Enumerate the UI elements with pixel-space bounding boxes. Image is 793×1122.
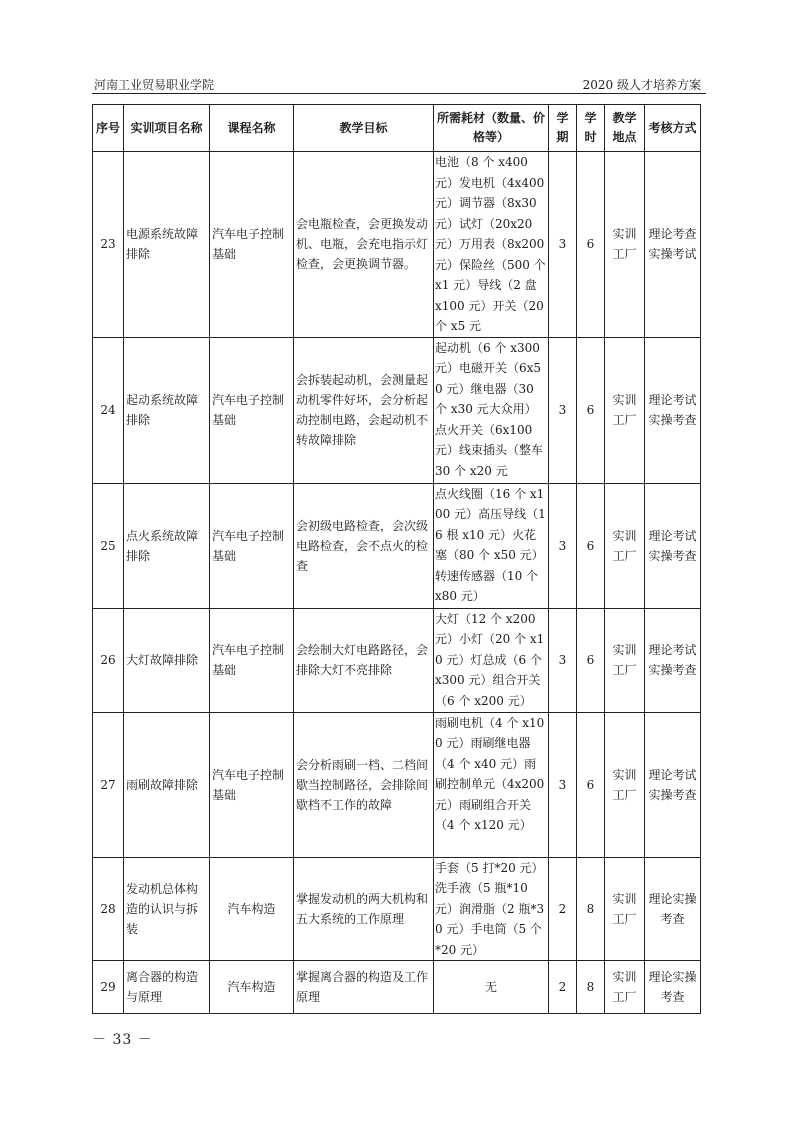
col-header-materials: 所需耗材（数量、价格等） (434, 105, 549, 152)
cell-materials: 无 (434, 961, 549, 1014)
cell-materials: 起动机（6 个 x300 元）电磁开关（6x50 元）继电器（30 个 x30 元大众用）点火开关（6x100 元）线束插头（整车 30 个 x20 元 (434, 337, 549, 483)
cell-goal: 掌握发动机的两大机构和五大系统的工作原理 (294, 857, 434, 961)
header-school-name: 河南工业贸易职业学院 (94, 78, 215, 92)
cell-hours: 8 (577, 857, 605, 961)
cell-project: 起动系统故障排除 (124, 337, 210, 483)
cell-exam: 理论考试实操考查 (645, 712, 701, 857)
cell-place: 实训工厂 (605, 961, 645, 1014)
cell-project: 点火系统故障排除 (124, 483, 210, 608)
cell-materials: 点火线圈（16 个 x100 元）高压导线（16 根 x10 元）火花塞（80 个 x50 元）转速传感器（10 个 x80 元） (434, 483, 549, 608)
col-header-term: 学期 (549, 105, 577, 152)
cell-hours: 6 (577, 337, 605, 483)
cell-materials: 大灯（12 个 x200 元）小灯（20 个 x10 元）灯总成（6 个 x300 元）组合开关（6 个 x200 元） (434, 608, 549, 712)
cell-exam: 理论考试实操考查 (645, 483, 701, 608)
cell-no: 24 (93, 337, 124, 483)
table-row (93, 961, 701, 1014)
cell-hours: 8 (577, 961, 605, 1014)
table-row (93, 483, 701, 608)
cell-no: 23 (93, 152, 124, 338)
col-header-place: 教学地点 (605, 105, 645, 152)
cell-place: 实训工厂 (605, 337, 645, 483)
cell-term: 3 (549, 712, 577, 857)
cell-no: 28 (93, 857, 124, 961)
cell-project: 电源系统故障排除 (124, 152, 210, 338)
cell-hours: 6 (577, 483, 605, 608)
table-row (93, 712, 701, 857)
cell-place: 实训工厂 (605, 483, 645, 608)
table-row (93, 152, 701, 338)
table-row (93, 337, 701, 483)
cell-exam: 理论实操考查 (645, 857, 701, 961)
header-plan-title: 2020 级人才培养方案 (582, 78, 701, 92)
header-rule (92, 93, 706, 94)
col-header-no: 序号 (93, 105, 124, 152)
cell-project: 离合器的构造与原理 (124, 961, 210, 1014)
cell-no: 27 (93, 712, 124, 857)
col-header-goal: 教学目标 (294, 105, 434, 152)
cell-term: 3 (549, 152, 577, 338)
cell-no: 25 (93, 483, 124, 608)
table-header-row (93, 105, 701, 152)
cell-exam: 理论考查实操考试 (645, 152, 701, 338)
cell-exam: 理论实操考查 (645, 961, 701, 1014)
cell-materials: 雨刷电机（4 个 x100 元）雨刷继电器（4 个 x40 元）雨刷控制单元（4x200 元）雨刷组合开关（4 个 x120 元） (434, 712, 549, 857)
cell-course: 汽车电子控制基础 (210, 152, 294, 338)
cell-no: 26 (93, 608, 124, 712)
cell-project: 雨刷故障排除 (124, 712, 210, 857)
cell-course: 汽车构造 (210, 857, 294, 961)
cell-course: 汽车构造 (210, 961, 294, 1014)
cell-place: 实训工厂 (605, 152, 645, 338)
cell-goal: 会拆装起动机，会测量起动机零件好坏，会分析起动控制电路，会起动机不转故障排除 (294, 337, 434, 483)
cell-term: 2 (549, 857, 577, 961)
table-row (93, 857, 701, 961)
cell-goal: 会电瓶检查，会更换发动机、电瓶，会充电指示灯检查，会更换调节器。 (294, 152, 434, 338)
cell-goal: 掌握离合器的构造及工作原理 (294, 961, 434, 1014)
col-header-course: 课程名称 (210, 105, 294, 152)
cell-goal: 会分析雨刷一档、二档间歇当控制路径，会排除间歇档不工作的故障 (294, 712, 434, 857)
col-header-hours: 学时 (577, 105, 605, 152)
col-header-project: 实训项目名称 (124, 105, 210, 152)
cell-exam: 理论考试实操考查 (645, 608, 701, 712)
cell-course: 汽车电子控制基础 (210, 337, 294, 483)
cell-course: 汽车电子控制基础 (210, 712, 294, 857)
cell-hours: 6 (577, 152, 605, 338)
cell-term: 3 (549, 483, 577, 608)
cell-place: 实训工厂 (605, 857, 645, 961)
cell-place: 实训工厂 (605, 608, 645, 712)
col-header-exam: 考核方式 (645, 105, 701, 152)
cell-hours: 6 (577, 712, 605, 857)
cell-project: 大灯故障排除 (124, 608, 210, 712)
cell-course: 汽车电子控制基础 (210, 483, 294, 608)
cell-no: 29 (93, 961, 124, 1014)
table-row (93, 608, 701, 712)
cell-exam: 理论考试实操考查 (645, 337, 701, 483)
cell-project: 发动机总体构造的认识与拆装 (124, 857, 210, 961)
cell-hours: 6 (577, 608, 605, 712)
cell-course: 汽车电子控制基础 (210, 608, 294, 712)
cell-term: 3 (549, 337, 577, 483)
cell-term: 2 (549, 961, 577, 1014)
cell-goal: 会初级电路检查，会次级电路检查，会不点火的检查 (294, 483, 434, 608)
cell-materials: 手套（5 打*20 元）洗手液（5 瓶*10 元）润滑脂（2 瓶*30 元）手电筒（5 个*20 元） (434, 857, 549, 961)
cell-place: 实训工厂 (605, 712, 645, 857)
cell-goal: 会绘制大灯电路路径，会排除大灯不亮排除 (294, 608, 434, 712)
page-number: － 33 － (92, 1032, 153, 1048)
training-table (92, 104, 701, 1014)
cell-materials: 电池（8 个 x400 元）发电机（4x400 元）调节器（8x30 元）试灯（20x20 元）万用表（8x200 元）保险丝（500 个 x1 元）导线（2 盘 x100 元）开关（20 个 x5 元 (434, 152, 549, 338)
cell-term: 3 (549, 608, 577, 712)
